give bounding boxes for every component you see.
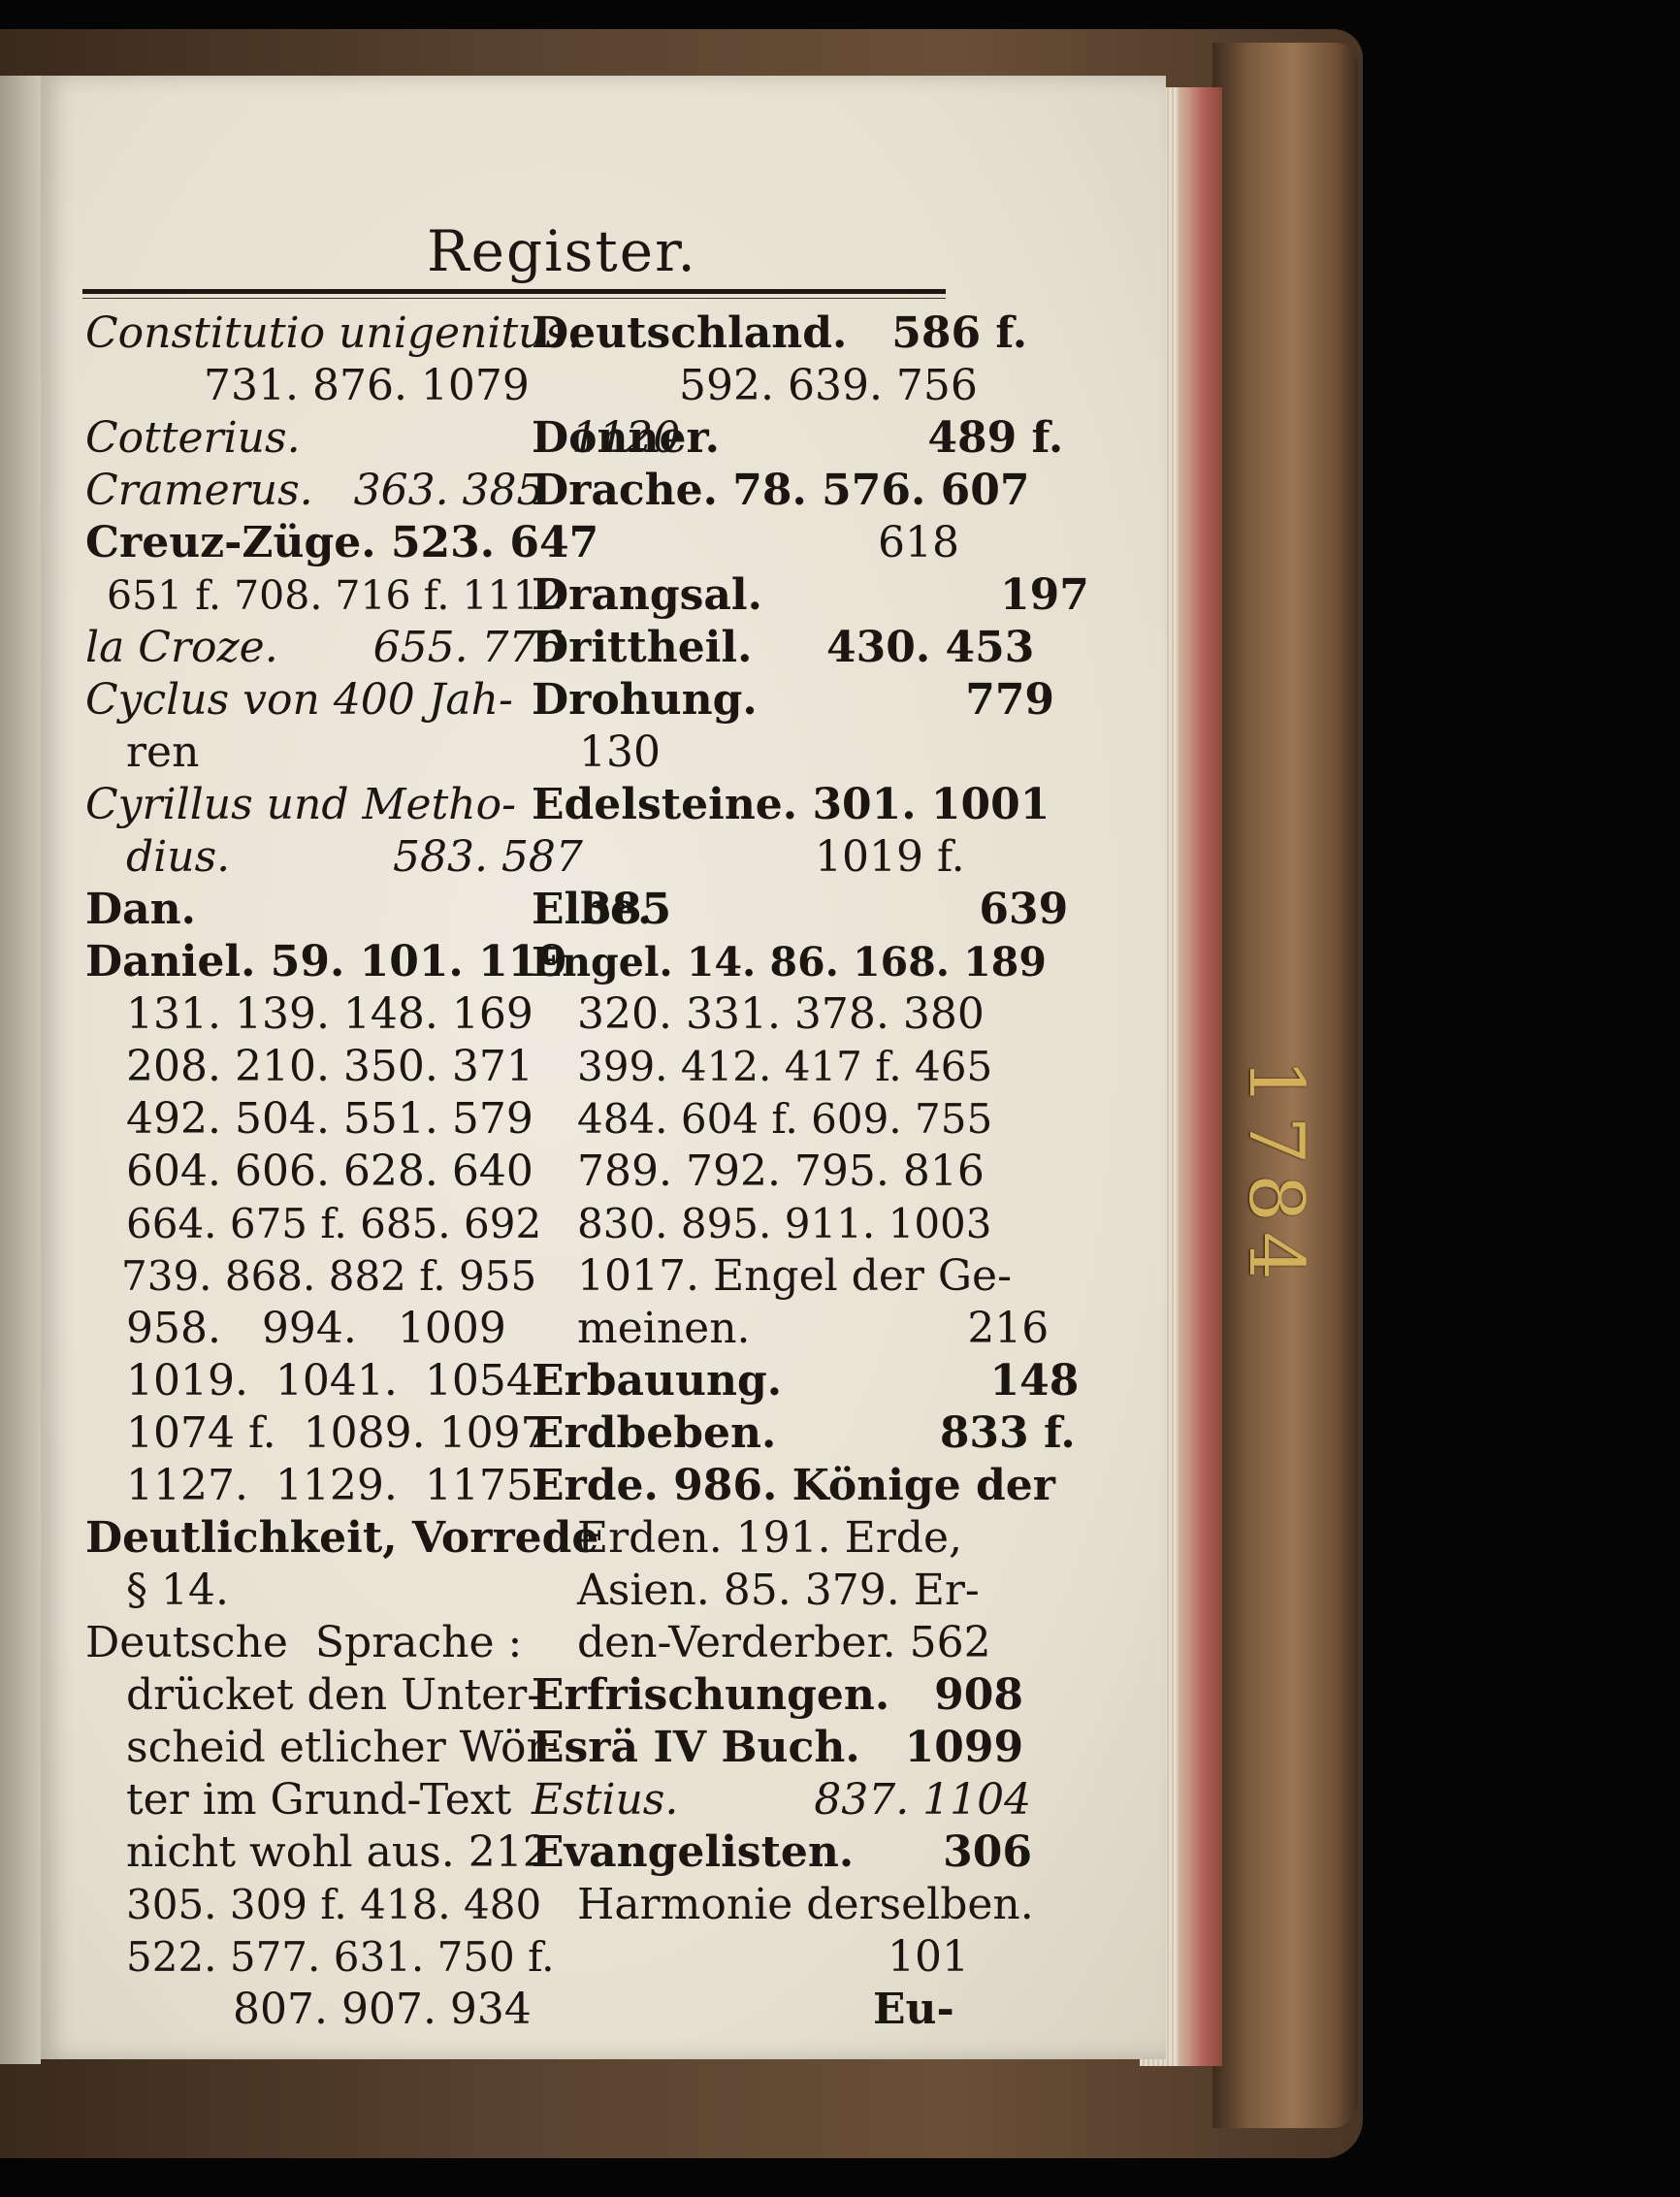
catchword: Eu- — [873, 1985, 954, 2034]
left-entry: Daniel. 59. 101. 119 — [85, 937, 567, 986]
right-entry: Harmonie derselben. — [577, 1880, 1034, 1929]
page-title: Register. — [427, 218, 697, 284]
right-entry: Esrä IV Buch. 1099 — [532, 1723, 1024, 1772]
left-entry: 492. 504. 551. 579 — [126, 1094, 533, 1144]
left-entry: 731. 876. 1079 — [204, 361, 530, 410]
right-entry: Evangelisten. 306 — [532, 1827, 1032, 1877]
left-entry: 1127. 1129. 1175 — [126, 1461, 533, 1510]
left-entry: Cyrillus und Metho- — [85, 780, 516, 829]
right-entry: Drittheil. 430. 453 — [532, 623, 1035, 672]
left-entry: § 14. — [126, 1566, 229, 1615]
left-entry: 1019. 1041. 1054 — [126, 1356, 533, 1405]
spine-label: 1784 — [1232, 1057, 1319, 1290]
right-entry: 1017. Engel der Ge- — [577, 1251, 1012, 1301]
right-entry: Elbe. 639 — [532, 885, 1069, 934]
right-entry: Engel. 14. 86. 168. 189 — [532, 939, 1047, 985]
right-entry: Erbauung. 148 — [532, 1356, 1080, 1405]
right-entry: 618 — [878, 518, 959, 567]
right-entry: 789. 792. 795. 816 — [577, 1147, 985, 1196]
left-entry: 131. 139. 148. 169 — [126, 989, 533, 1039]
right-entry: Erfrischungen. 908 — [532, 1670, 1023, 1720]
right-entry: Erden. 191. Erde, — [577, 1513, 962, 1563]
left-entry: 651 f. 708. 716 f. 1112 — [107, 572, 564, 619]
left-entry: nicht wohl aus. 212 — [126, 1827, 550, 1877]
right-entry: Drangsal. 197 — [532, 570, 1089, 620]
left-entry: 739. 868. 882 f. 955 — [121, 1252, 537, 1300]
right-entry: den-Verderber. 562 — [577, 1618, 991, 1667]
right-entry: 1019 f. — [815, 832, 965, 882]
right-entry: Donner. 489 f. — [532, 413, 1064, 463]
right-entry: 592. 639. 756 — [679, 361, 978, 410]
left-page-edge — [0, 76, 41, 2064]
left-entry: Cyclus von 400 Jah- — [85, 675, 513, 725]
left-entry: Cramerus. 363. 385 — [85, 466, 544, 515]
right-entry: meinen. 216 — [577, 1304, 1050, 1353]
left-entry: scheid etlicher Wör- — [126, 1723, 562, 1772]
right-entry: Drohung. 779 — [532, 675, 1055, 725]
header-rule — [82, 289, 946, 294]
right-entry: Erde. 986. Könige der — [532, 1461, 1055, 1510]
right-entry: 830. 895. 911. 1003 — [577, 1200, 992, 1247]
left-entry: 958. 994. 1009 — [126, 1304, 506, 1353]
right-entry: Estius. 837. 1104 — [532, 1775, 1032, 1825]
left-entry: Cotterius. 1120 — [85, 413, 681, 463]
left-entry: ren 130 — [126, 727, 662, 777]
left-entry: 1074 f. 1089. 1097 — [126, 1408, 548, 1458]
left-entry: Constitutio unigenitus. — [85, 308, 582, 358]
left-entry: 522. 577. 631. 750 f. — [126, 1933, 555, 1981]
left-entry: la Croze. 655. 776 — [85, 623, 564, 672]
left-entry: 208. 210. 350. 371 — [126, 1042, 533, 1091]
header-rule-thin — [82, 298, 946, 299]
left-entry: 664. 675 f. 685. 692 — [126, 1200, 542, 1247]
right-entry: 484. 604 f. 609. 755 — [577, 1095, 993, 1143]
right-entry: 101 — [888, 1932, 969, 1982]
right-entry: Erdbeben. 833 f. — [532, 1408, 1076, 1458]
left-entry: 807. 907. 934 — [233, 1985, 532, 2034]
left-entry: 305. 309 f. 418. 480 — [126, 1881, 542, 1928]
left-entry: Dan. 385 — [85, 885, 672, 934]
left-entry: Deutsche Sprache : — [85, 1618, 523, 1667]
left-entry: 604. 606. 628. 640 — [126, 1147, 533, 1196]
right-entry: 399. 412. 417 f. 465 — [577, 1043, 993, 1090]
left-entry: dius. 583. 587 — [126, 832, 583, 882]
left-entry: Creuz-Züge. 523. 647 — [85, 518, 599, 567]
right-entry: Deutschland. 586 f. — [532, 308, 1028, 358]
right-entry: Drache. 78. 576. 607 — [532, 466, 1030, 515]
right-entry: Edelsteine. 301. 1001 — [532, 780, 1050, 829]
left-entry: ter im Grund-Text — [126, 1775, 512, 1825]
right-entry: 320. 331. 378. 380 — [577, 989, 985, 1039]
right-entry: Asien. 85. 379. Er- — [577, 1566, 980, 1615]
left-entry: Deutlichkeit, Vorrede — [85, 1513, 599, 1563]
left-entry: drücket den Unter- — [126, 1670, 542, 1720]
